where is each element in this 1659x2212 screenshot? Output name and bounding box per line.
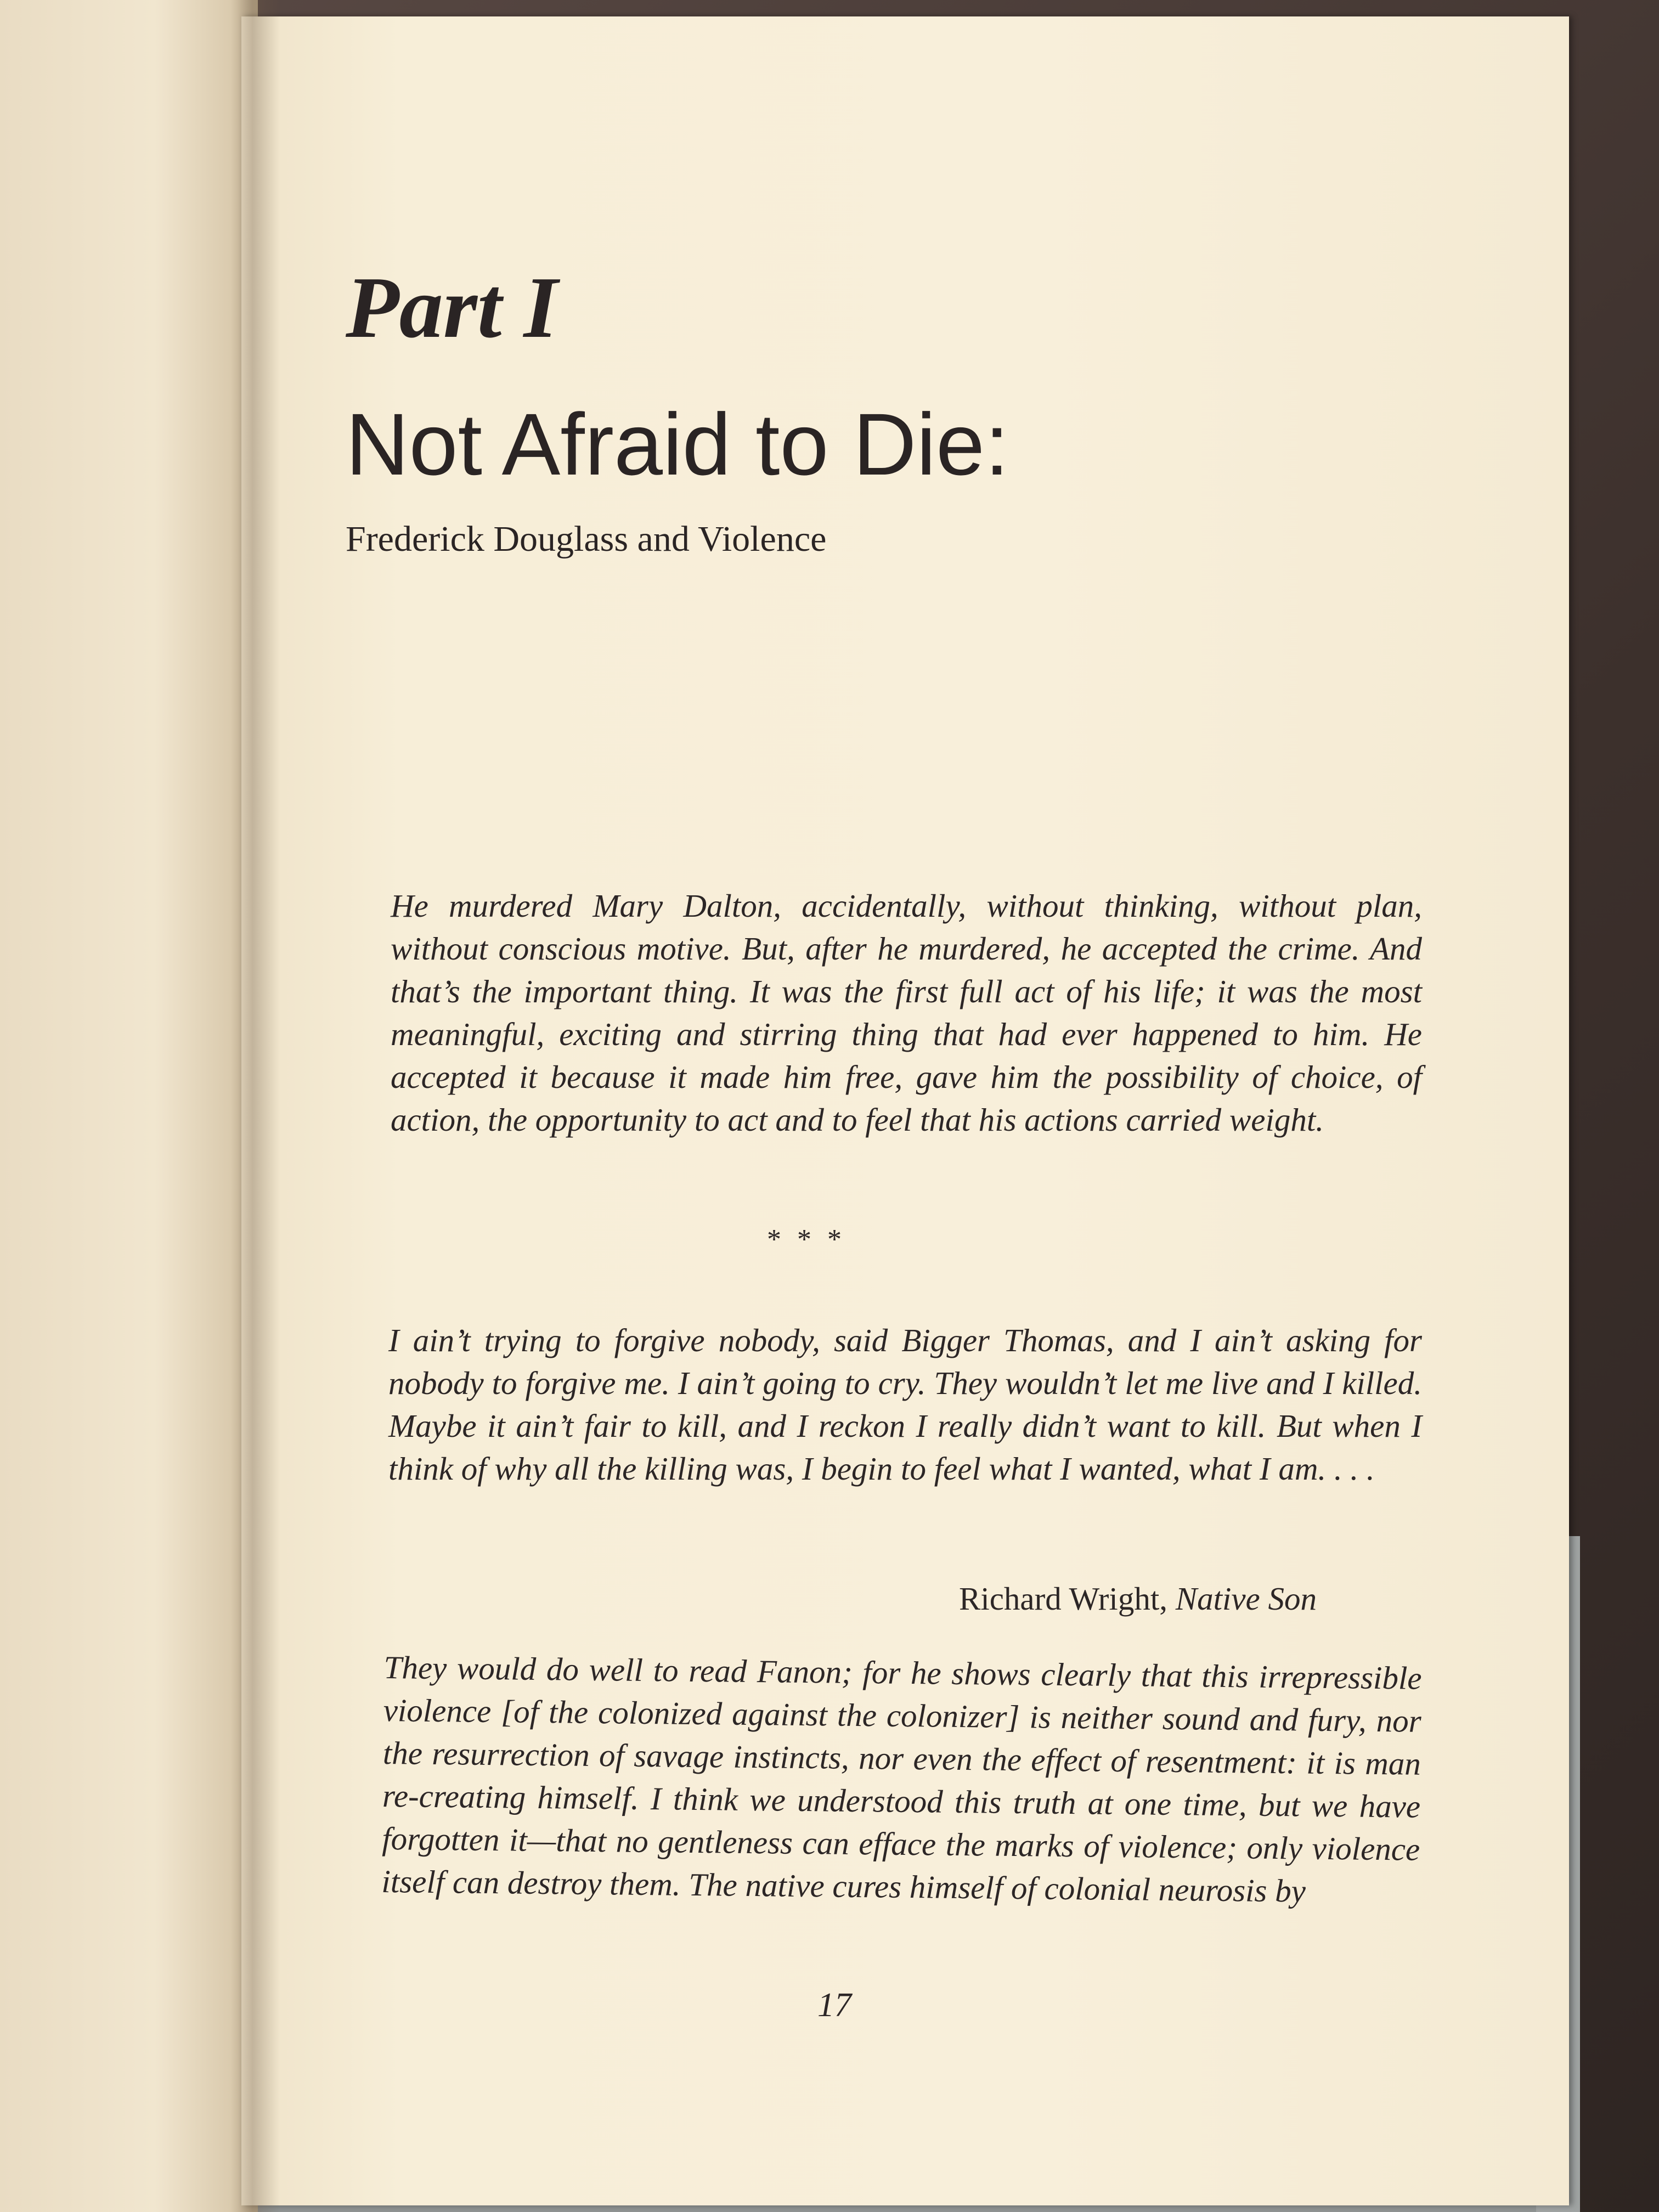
epigraph-quote-2: I ain’t trying to forgive nobody, said Bigger Thomas, and I ain’t asking for nobody to forgive me. I ain’t going to cry. They wouldn’t let me live and I killed. Maybe it ain’t fair to kill, and I reckon I really didn’t want to kill. But when I think of why all the killing was, I begin to feel what I wanted, what I am. . . . <box>388 1322 1422 1487</box>
attribution-work: Native Son <box>1175 1581 1317 1617</box>
attribution-author: Richard Wright, <box>959 1581 1167 1617</box>
epigraph-quote-3: They would do well to read Fanon; for he shows clearly that this irrepressible violence [of the colonized against the colonizer] is neither sound and fury, nor the resurrection of savage instincts, nor even the effect of resentment: it is man re-creating himself. I think we understood this truth at one time, but we have forgotten it—that no gentleness can efface the marks of violence; only violence itself can destroy them. The native cures himself of colonial neurosis by <box>381 1649 1422 1909</box>
facing-page <box>0 0 258 2212</box>
epigraph-attribution <box>959 1580 1317 1618</box>
epigraph-quote-1: He murdered Mary Dalton, accidentally, without thinking, without plan, without conscious motive. But, after he murdered, he accepted the crime. And that’s the important thing. It was the first full act of his life; it was the most meaningful, exciting and stirring thing that had ever happened to him. He accepted it because it made him free, gave him the possibility of choice, of action, the opportunity to act and to feel that his actions carried weight. <box>391 888 1422 1138</box>
part-label: Part I <box>346 258 558 356</box>
chapter-title: Not Afraid to Die: <box>346 395 1009 493</box>
page-number: 17 <box>817 1987 851 2024</box>
page-gutter-shadow <box>230 0 280 2212</box>
chapter-subtitle: Frederick Douglass and Violence <box>346 519 827 559</box>
section-separator: * * * <box>767 1224 846 1255</box>
